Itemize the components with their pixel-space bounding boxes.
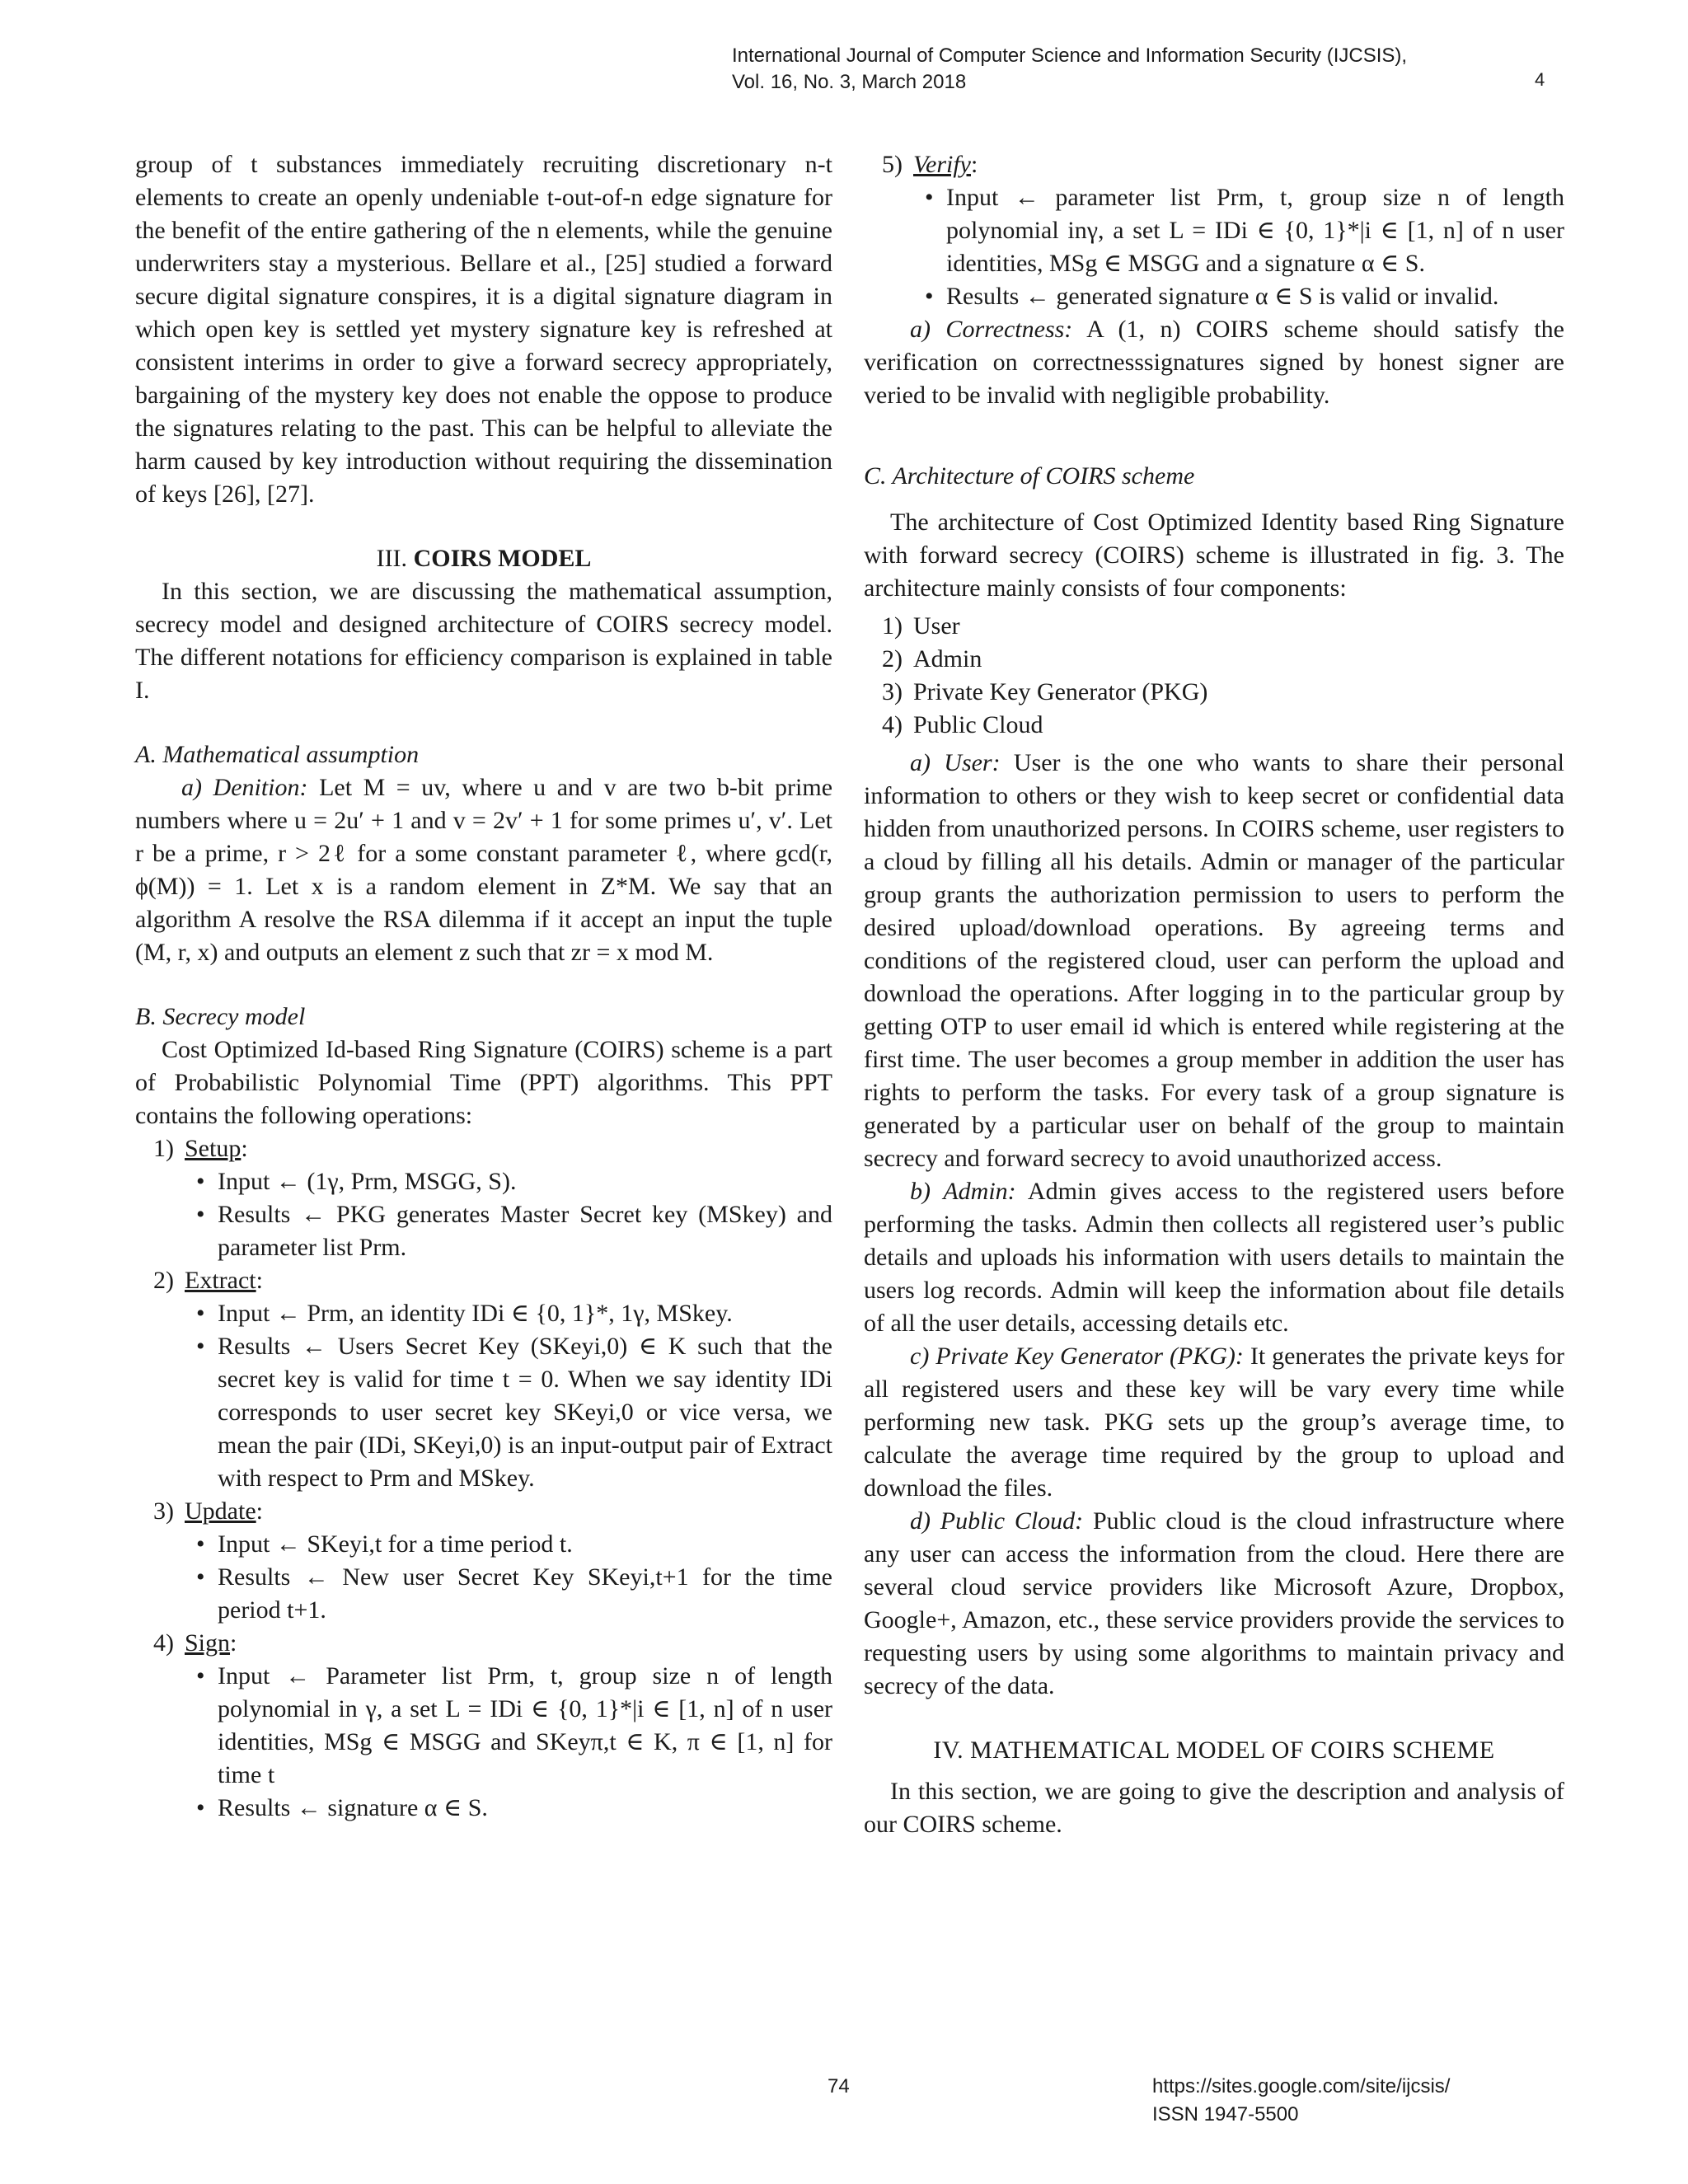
component-number: 2) xyxy=(882,645,903,673)
correctness-label: a) Correctness: xyxy=(910,316,1073,343)
component-label: Public Cloud xyxy=(913,711,1043,738)
footer-url: https://sites.google.com/site/ijcsis/ xyxy=(1152,2075,1451,2097)
correctness-paragraph xyxy=(864,313,1564,412)
subsection-c-heading: C. Architecture of COIRS scheme xyxy=(864,462,1195,490)
op-bullet: • Results ← signature α ∈ S. xyxy=(135,1792,832,1825)
op-number: 2) xyxy=(153,1267,174,1294)
component-number: 4) xyxy=(882,711,903,738)
definition-paragraph xyxy=(135,771,832,969)
section-4-intro: In this section, we are going to give the description and analysis of our COIRS scheme. xyxy=(864,1778,1564,1838)
component-item xyxy=(864,709,1564,742)
admin-paragraph xyxy=(864,1175,1564,1340)
section-numeral: III. xyxy=(376,545,408,572)
component-number: 3) xyxy=(882,678,903,705)
definition-label: a) Denition: xyxy=(181,774,308,801)
intro-paragraph: group of t substances immediately recruiting discretionary n-t elements to create an openly undeniable t-out-of-n edge signature for the benefit of the entire gathering of the n elements, while the genuine underwriters stay a mysterious. Bellare et al., [25] studied a forward secure digital signature conspires, it is a digital signature diagram in which open key is settled yet mystery signature key is refreshed at consistent interims in order to give a forward secrecy appropriately, bargaining of the mystery key does not enable the oppose to produce the signatures relating to the past. This can be helpful to alleviate the harm caused by key introduction without requiring the dissemination of keys [26], [27]. xyxy=(135,151,832,508)
op-number: 1) xyxy=(153,1135,174,1162)
section-heading-4: IV. MATHEMATICAL MODEL OF COIRS SCHEME xyxy=(933,1736,1495,1764)
op-extract: 2) Extract: xyxy=(135,1264,832,1297)
component-item xyxy=(864,610,1564,643)
admin-text: Admin gives access to the registered users before performing the tasks. Admin then collects all registered user’s public details and uploads his information with users details to maintain the users log records. Admin will keep the information about file details of all the user details, accessing details etc. xyxy=(864,1178,1564,1337)
component-label: Private Key Generator (PKG) xyxy=(913,678,1208,705)
secrecy-intro: Cost Optimized Id-based Ring Signature (COIRS) scheme is a part of Probabilistic Polynomial Time (PPT) algorithms. This PPT contains the following operations: xyxy=(135,1036,832,1129)
op-number: 3) xyxy=(153,1497,174,1525)
op-bullet: • Input ← parameter list Prm, t, group size n of length polynomial inγ, a set L = IDi ∈ {0, 1}*|i ∈ [1, n] of n user identities, MSg ∈ MSGG and a signature α ∈ S. xyxy=(864,181,1564,280)
pkg-label: c) Private Key Generator (PKG): xyxy=(910,1343,1244,1370)
op-update: 3) Update: xyxy=(135,1495,832,1528)
operations-list xyxy=(135,1132,832,1825)
components-list xyxy=(864,610,1564,742)
cloud-label: d) Public Cloud: xyxy=(910,1507,1084,1535)
section-intro: In this section, we are discussing the mathematical assumption, secrecy model and designed architecture of COIRS secrecy model. The different notations for efficiency comparison is explained in table I. xyxy=(135,578,832,704)
right-column xyxy=(864,148,1564,1841)
op-name: Extract xyxy=(185,1267,256,1294)
definition-text: Let M = uv, where u and v are two b-bit prime numbers where u = 2u′ + 1 and v = 2v′ + 1 for some primes u′, v′. Let r be a prime, r > 2ℓ for a some constant parameter ℓ, where gcd(r, ϕ(M)) = 1. Let x is a random element in Z*M. We say that an algorithm A resolve the RSA dilemma if it accept an input the tuple (M, r, x) and outputs an element z such that zr = x mod M. xyxy=(135,774,833,966)
user-paragraph xyxy=(864,747,1564,1175)
subsection-a-heading: A. Mathematical assumption xyxy=(135,741,420,768)
op-bullet: • Results ← generated signature α ∈ S is valid or invalid. xyxy=(864,280,1564,313)
op-name: Verify xyxy=(913,151,971,178)
pkg-paragraph xyxy=(864,1340,1564,1505)
subsection-b-heading: B. Secrecy model xyxy=(135,1003,306,1030)
op-name: Update xyxy=(185,1497,256,1525)
user-label: a) User: xyxy=(910,749,1001,776)
op-number: 4) xyxy=(153,1629,174,1657)
component-label: User xyxy=(913,612,960,640)
op-bullet: • Input ← Prm, an identity IDi ∈ {0, 1}*, 1γ, MSkey. xyxy=(135,1297,832,1330)
op-sign: 4) Sign: xyxy=(135,1627,832,1660)
op-bullet: • Input ← Parameter list Prm, t, group size n of length polynomial in γ, a set L = IDi ∈ {0, 1}*|i ∈ [1, n] of n user identities, MSg ∈ MSGG and SKeyπ,t ∈ K, π ∈ [1, n] for time t xyxy=(135,1660,832,1792)
cloud-text: Public cloud is the cloud infrastructure where any user can access the information from the cloud. Here there are several cloud service providers like Microsoft Azure, Dropbox, Google+, Amazon, etc., these service providers provide the services to requesting users by using some algorithms to maintain privacy and secrecy of the data. xyxy=(864,1507,1565,1699)
section-title: COIRS MODEL xyxy=(413,545,592,572)
page-corner-number: 4 xyxy=(1535,69,1545,90)
pkg-text: It generates the private keys for all registered users and these key will be vary every time while performing new task. PKG sets up the group’s average time, to calculate the average time required by the group to upload and download the files. xyxy=(864,1343,1565,1502)
cloud-paragraph xyxy=(864,1505,1564,1703)
op-bullet: • Input ← (1γ, Prm, MSGG, S). xyxy=(135,1165,832,1198)
admin-label: b) Admin: xyxy=(910,1178,1016,1205)
component-label: Admin xyxy=(913,645,982,673)
op-bullet: • Results ← Users Secret Key (SKeyi,0) ∈ K such that the secret key is valid for time t = 0. When we say identity IDi corresponds to user secret key SKeyi,0 or vice versa, we mean the pair (IDi, SKeyi,0) is an input-output pair of Extract with respect to Prm and MSkey. xyxy=(135,1330,832,1495)
correctness-text: A (1, n) COIRS scheme should satisfy the verification on correctnesssignatures signed by honest signer are veried to be invalid with negligible probability. xyxy=(864,316,1564,409)
section-heading-3 xyxy=(135,542,832,575)
component-number: 1) xyxy=(882,612,903,640)
footer-page-number: 74 xyxy=(828,2075,850,2097)
journal-header xyxy=(732,43,1407,96)
op-bullet: • Input ← SKeyi,t for a time period t. xyxy=(135,1528,832,1561)
architecture-intro: The architecture of Cost Optimized Identity based Ring Signature with forward secrecy (COIRS) scheme is illustrated in fig. 3. The architecture mainly consists of four components: xyxy=(864,509,1564,602)
journal-volume: Vol. 16, No. 3, March 2018 xyxy=(732,71,967,93)
op-bullet: • Results ← PKG generates Master Secret key (MSkey) and parameter list Prm. xyxy=(135,1198,832,1264)
component-item xyxy=(864,676,1564,709)
left-column xyxy=(135,148,832,1825)
op-number: 5) xyxy=(882,151,903,178)
journal-title: International Journal of Computer Science and Information Security (IJCSIS), xyxy=(732,45,1408,67)
op-setup: 1) Setup: xyxy=(135,1132,832,1165)
op-name: Sign xyxy=(185,1629,231,1657)
user-text: User is the one who wants to share their personal information to others or they wish to keep secret or confidential data hidden from unauthorized persons. In COIRS scheme, user registers to a cloud by filling all his details. Admin or manager of the particular group grants the authorization permission to users to perform the desired upload/download operations. By agreeing terms and conditions of the registered cloud, user can perform the upload and download the operations. After logging in to the particular group by getting OTP to user email id which is entered while registering at the first time. The user becomes a group member in addition the user has rights to perform the tasks. For every task of a group signature is generated by a particular user on behalf of the group to maintain secrecy and forward secrecy to avoid unauthorized access. xyxy=(864,749,1565,1172)
footer-issn: ISSN 1947-5500 xyxy=(1152,2103,1299,2125)
component-item xyxy=(864,643,1564,676)
op-verify: 5) Verify: xyxy=(864,148,1564,181)
op-bullet: • Results ← New user Secret Key SKeyi,t+1 for the time period t+1. xyxy=(135,1561,832,1627)
op-name: Setup xyxy=(185,1135,241,1162)
